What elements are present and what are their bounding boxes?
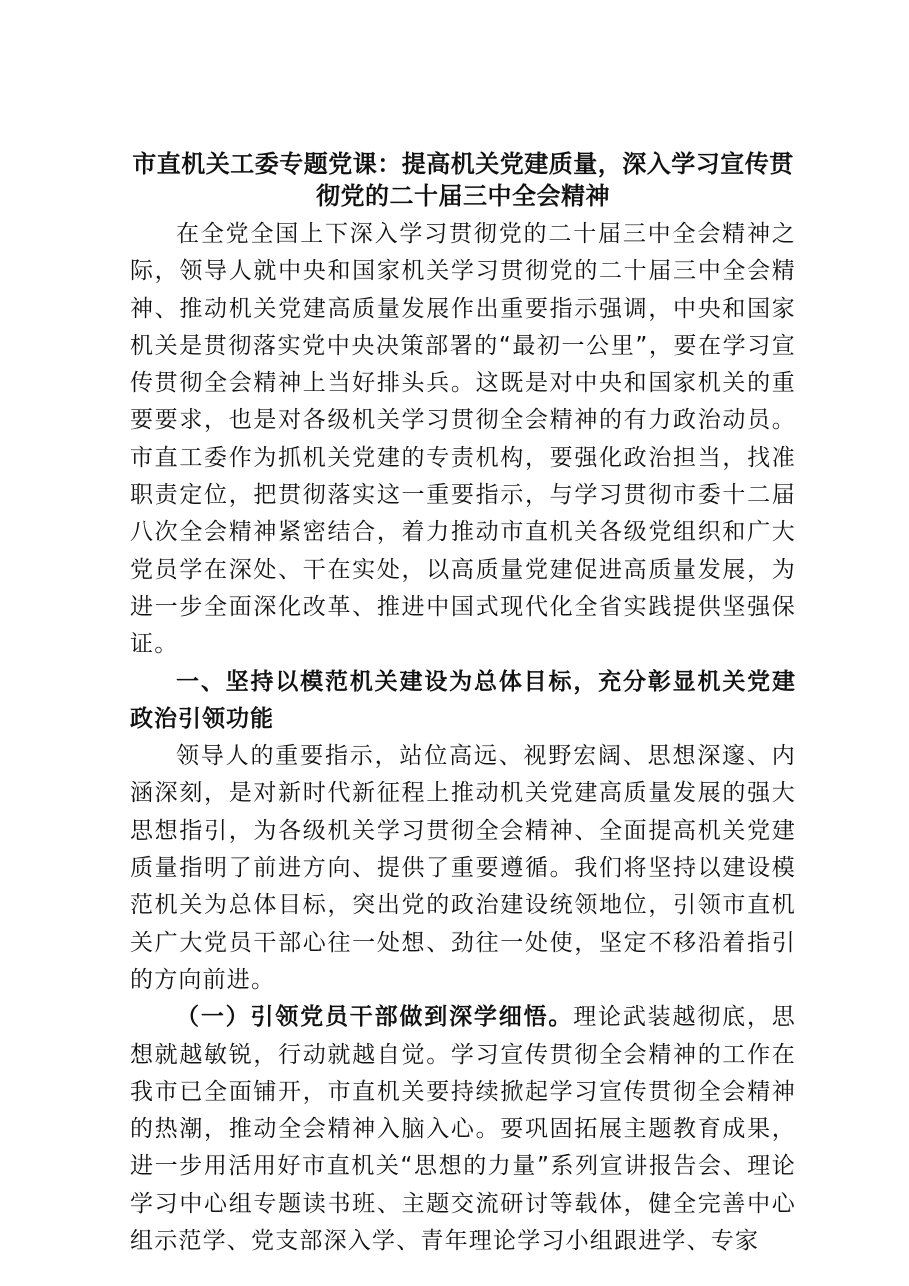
subsection-1-paragraph	[130, 999, 796, 1260]
subsection-1-body: 理论武装越彻底，思想就越敏锐，行动就越自觉。学习宣传贯彻全会精神的工作在我市已全面铺开，市直机关要持续掀起学习宣传贯彻全会精神的热潮，推动全会精神入脑入心。要巩固拓展主题教育成果，进一步用活用好市直机关“思想的力量”系列宣讲报告会、理论学习中心组专题读书班、主题交流研讨等载体，健全完善中心组示范学、党支部深入学、青年理论学习小组跟进学、专家	[130, 1004, 796, 1255]
section-1-paragraph: 领导人的重要指示，站位高远、视野宏阔、思想深邃、内涵深刻，是对新时代新征程上推动机关党建高质量发展的强大思想指引，为各级机关学习贯彻全会精神、全面提高机关党建质量指明了前进方向、提供了重要遵循。我们将坚持以建设模范机关为总体目标，突出党的政治建设统领地位，引领市直机关广大党员干部心往一处想、劲往一处使，坚定不移沿着指引的方向前进。	[130, 743, 796, 993]
document-title-line-2: 彻党的二十届三中全会精神	[316, 181, 610, 210]
document-page	[130, 148, 796, 1260]
intro-paragraph: 在全党全国上下深入学习贯彻党的二十届三中全会精神之际，领导人就中央和国家机关学习贯彻党的二十届三中全会精神、推动机关党建高质量发展作出重要指示强调，中央和国家机关是贯彻落实党中央决策部署的“最初一公里”，要在学习宣传贯彻全会精神上当好排头兵。这既是对中央和国家机关的重要要求，也是对各级机关学习贯彻全会精神的有力政治动员。市直工委作为抓机关党建的专责机构，要强化政治担当，找准职责定位，把贯彻落实这一重要指示，与学习贯彻市委十二届八次全会精神紧密结合，着力推动市直机关各级党组织和广大党员学在深处、干在实处，以高质量党建促进高质量发展，为进一步全面深化改革、推进中国式现代化全省实践提供坚强保证。	[130, 221, 796, 658]
document-title-line-1: 市直机关工委专题党课：提高机关党建质量，深入学习宣传贯	[132, 149, 794, 178]
subsection-1-lead: （一）引领党员干部做到深学细悟。	[176, 1004, 574, 1031]
document-title	[130, 148, 796, 212]
section-1-heading: 一、坚持以模范机关建设为总体目标，充分彰显机关党建政治引领功能	[130, 668, 796, 732]
